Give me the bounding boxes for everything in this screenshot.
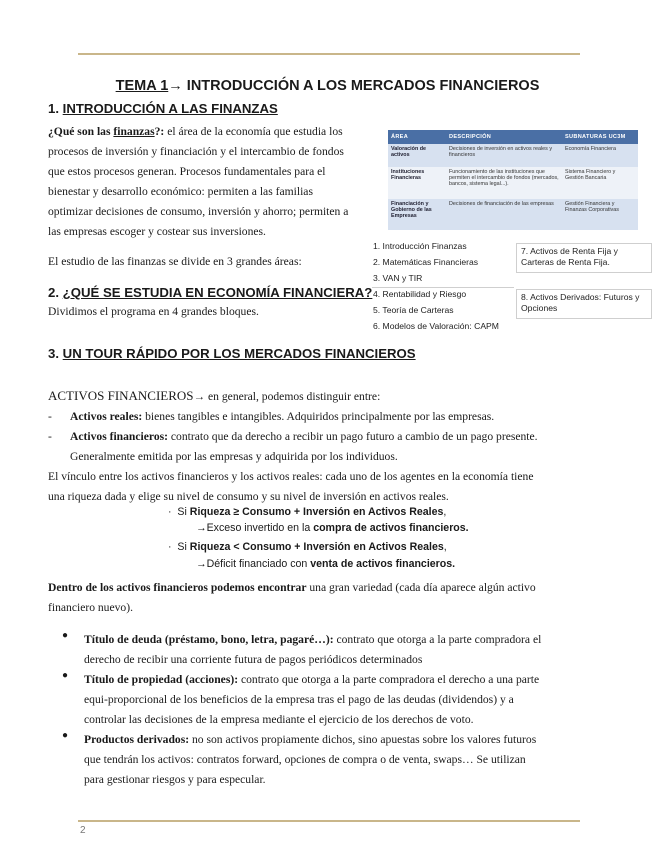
condition-text: →Déficit financiado con: [196, 558, 311, 570]
productos-derivados-text: no son activos propiamente dichos, sino apuestas sobre los valores futuros: [189, 733, 537, 746]
table-row: [388, 167, 638, 198]
titulo-propiedad-text: contrato que otorga a la parte compradora el derecho a una parte: [238, 673, 540, 686]
program-item: 4. Rentabilidad y Riesgo: [373, 289, 467, 299]
condition-text: ,: [443, 506, 447, 518]
program-item: 6. Modelos de Valoración: CAPM: [373, 321, 499, 331]
titulo-deuda-text: derecho de recibir una corriente futura de pagos periódicos determinados: [84, 653, 423, 666]
activos-reales-label: Activos reales:: [70, 410, 143, 423]
titulo-propiedad-text: controlar las decisiones de la empresa mediante el ejercicio de los derechos de voto.: [84, 713, 474, 726]
condition-formula: Riqueza < Consumo + Inversión en Activos Reales: [189, 541, 444, 553]
section-2-number: 2.: [48, 285, 63, 300]
table-cell: Gestión Financiera y Finanzas Corporativas: [562, 199, 638, 230]
vinculo-line: El vínculo entre los activos financieros y los activos reales: cada uno de los agentes en la economía tiene: [48, 470, 534, 483]
table-cell: Decisiones de financiación de las empresas: [446, 199, 562, 230]
areas-sentence: El estudio de las finanzas se divide en 3 grandes áreas:: [48, 255, 302, 268]
table-header: DESCRIPCIÓN: [446, 130, 562, 144]
productos-derivados-text: que tendrán los activos: contratos forward, opciones de compra o de venta, swaps… Se utilizan: [84, 753, 526, 766]
titulo-deuda-text: contrato que otorga a la parte compradora el: [333, 633, 542, 646]
definition-line: optimizar decisiones de consumo, inversión y ahorro; permiten a: [48, 205, 349, 218]
program-item: 8. Activos Derivados: Futuros y: [521, 292, 640, 302]
condition-formula: Riqueza ≥ Consumo + Inversión en Activos Reales: [189, 506, 444, 518]
condition-text: ,: [443, 541, 447, 553]
program-item: 7. Activos de Renta Fija y: [521, 246, 618, 256]
table-cell: Instituciones Financieras: [388, 167, 446, 198]
activos-intro: [48, 386, 380, 407]
table-row: [388, 199, 638, 230]
question-word: finanzas: [113, 125, 155, 138]
activos-financieros-text: Generalmente emitida por las empresas y adquirida por los individuos.: [70, 450, 398, 463]
dentro-label: Dentro de los activos financieros podemos encontrar: [48, 581, 307, 594]
small-bullet: ·: [168, 541, 178, 553]
condition-result: compra de activos financieros.: [313, 522, 469, 534]
table-cell: Funcionamiento de las instituciones que permiten el intercambio de fondos (mercados, bancos, sistema legal...).: [446, 167, 562, 198]
condition-surplus-result: [196, 521, 469, 536]
program-item: Opciones: [521, 303, 558, 313]
definition-line: que estos procesos generan. Procesos fundamentales para el: [48, 165, 326, 178]
table-header: SUBNATURAS UC3M: [562, 130, 638, 144]
dentro-paragraph: [48, 578, 618, 618]
productos-derivados-label: Productos derivados:: [84, 733, 190, 746]
section-3-heading: [48, 346, 416, 361]
dentro-text: una gran variedad (cada día aparece algún activo: [306, 581, 536, 594]
condition-text: Si: [177, 506, 190, 518]
condition-surplus: [168, 505, 446, 520]
section-1-heading: [48, 101, 278, 116]
dentro-text: financiero nuevo).: [48, 601, 133, 614]
section-1-number: 1.: [48, 101, 63, 116]
activos-financieros-label: Activos financieros:: [70, 430, 168, 443]
table-cell: Economía Financiera: [562, 144, 638, 167]
productos-derivados-text: para gestionar riesgos y para especular.: [84, 773, 266, 786]
activos-title: ACTIVOS FINANCIEROS: [48, 388, 194, 403]
small-bullet: ·: [168, 506, 178, 518]
definition-line: el área de la economía que estudia los: [164, 125, 343, 138]
bottom-rule: [78, 820, 580, 822]
definition-line: las empresas escoger y costear sus inversiones.: [48, 225, 266, 238]
table-cell: Financiación y Gobierno de las Empresas: [388, 199, 446, 230]
program-box-derivados: [516, 289, 652, 319]
program-item: 5. Teoría de Carteras: [373, 305, 454, 315]
vinculo-paragraph: [48, 467, 618, 507]
section-3-title: UN TOUR RÁPIDO POR LOS MERCADOS FINANCIEROS: [62, 346, 416, 361]
top-rule: [78, 53, 580, 55]
titulo-propiedad-label: Título de propiedad (acciones):: [84, 673, 239, 686]
activos-financieros-text: contrato que da derecho a recibir un pago futuro a cambio de un pago presente.: [168, 430, 538, 443]
round-bullet: ●: [62, 730, 69, 741]
definition-line: bienestar y desarrollo económico: permiten a las familias: [48, 185, 313, 198]
section-2-title: ¿QUÉ SE ESTUDIA EN ECONOMÍA FINANCIERA?: [62, 285, 373, 300]
condition-result: venta de activos financieros.: [310, 558, 456, 570]
titulo-propiedad-text: equi-proporcional de los beneficios de la empresa tras el pago de las deudas (dividendos) y a: [84, 693, 514, 706]
section-2-heading: [48, 285, 372, 300]
table-header: ÁREA: [388, 130, 446, 144]
condition-deficit: [168, 540, 447, 555]
program-item: Carteras de Renta Fija.: [521, 257, 610, 267]
activos-reales-text: bienes tangibles e intangibles. Adquiridos principalmente por las empresas.: [142, 410, 495, 423]
page-title: [0, 78, 655, 94]
dash-bullet: -: [48, 410, 52, 423]
condition-deficit-result: [196, 557, 455, 572]
titulo-deuda-label: Título de deuda (préstamo, bono, letra, pagaré…):: [84, 633, 334, 646]
condition-text: →Exceso invertido en la: [196, 522, 314, 534]
table-cell: Sistema Financiero y Gestión Bancaria: [562, 167, 638, 198]
table-row: [388, 144, 638, 167]
program-item: 3. VAN y TIR: [373, 273, 423, 283]
question-close: ?:: [154, 125, 165, 138]
question-open: ¿Qué son las: [48, 125, 114, 138]
title-rest: → INTRODUCCIÓN A LOS MERCADOS FINANCIEROS: [168, 78, 540, 94]
page-number: 2: [80, 825, 86, 836]
vinculo-line: una riqueza dada y elige su nivel de consumo y su nivel de inversión en activos reales.: [48, 490, 449, 503]
condition-text: Si: [177, 541, 190, 553]
title-tema: TEMA 1: [115, 78, 169, 94]
table-cell: Valoración de activos: [388, 144, 446, 167]
definition-line: procesos de inversión y financiación y el intercambio de fondos: [48, 145, 344, 158]
section-3-number: 3.: [48, 346, 63, 361]
finanzas-definition: [48, 122, 378, 242]
round-bullet: ●: [62, 630, 69, 641]
program-box-renta-fija: [516, 243, 652, 273]
program-item: 1. Introducción Finanzas: [373, 241, 467, 251]
table-cell: Decisiones de inversión en activos reales y financieros: [446, 144, 562, 167]
dash-bullet: -: [48, 430, 52, 443]
areas-table: [388, 130, 638, 230]
section-1-title: INTRODUCCIÓN A LAS FINANZAS: [62, 101, 278, 116]
activos-intro-text: → en general, podemos distinguir entre:: [193, 390, 381, 403]
round-bullet: ●: [62, 670, 69, 681]
program-item: 2. Matemáticas Financieras: [373, 257, 479, 267]
program-divider: [372, 287, 514, 288]
program-sentence: Dividimos el programa en 4 grandes bloques.: [48, 305, 259, 318]
